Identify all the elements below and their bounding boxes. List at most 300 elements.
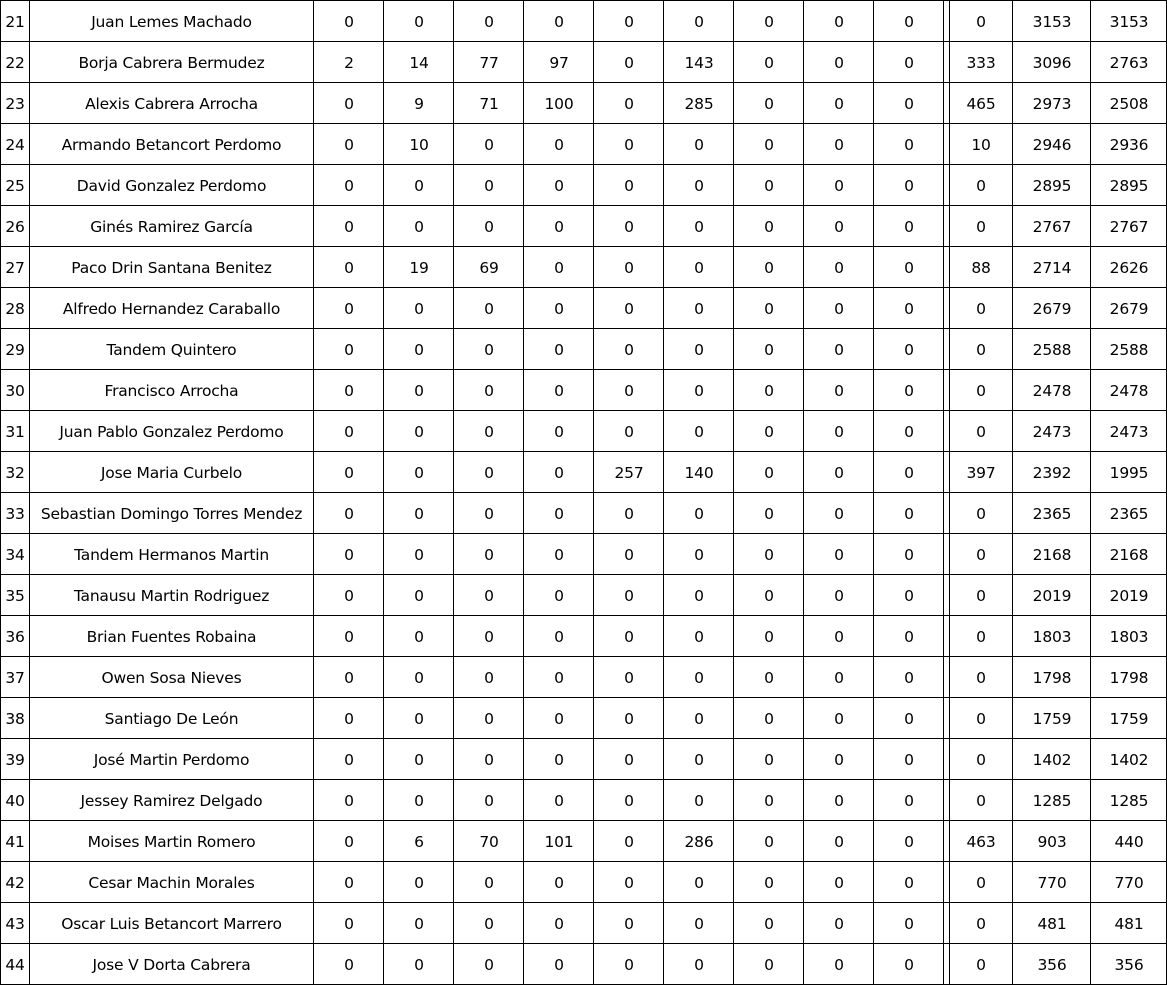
score-cell-6: 0 (694, 914, 704, 933)
score-cell-5: 0 (624, 873, 634, 892)
score-cell-3: 0 (484, 299, 494, 318)
table-row (0, 370, 1167, 411)
score-cell-1: 0 (344, 955, 354, 974)
score-cell-4: 0 (554, 12, 564, 31)
total-cell: 2392 (1032, 463, 1072, 482)
score-cell-7: 0 (764, 750, 774, 769)
net-total-cell: 481 (1114, 914, 1144, 933)
score-cell-8: 0 (834, 750, 844, 769)
score-cell-5: 0 (624, 176, 634, 195)
net-total-cell: 2679 (1109, 299, 1149, 318)
position-cell: 30 (5, 381, 25, 400)
row-divider (0, 328, 1167, 329)
position-cell: 34 (5, 545, 25, 564)
score-cell-7: 0 (764, 586, 774, 605)
position-cell: 32 (5, 463, 25, 482)
net-total-cell: 2019 (1109, 586, 1149, 605)
score-cell-5: 0 (624, 586, 634, 605)
row-divider (0, 164, 1167, 165)
score-cell-6: 0 (694, 627, 704, 646)
penalty-cell: 0 (976, 791, 986, 810)
score-cell-9: 0 (904, 381, 914, 400)
score-cell-6: 0 (694, 422, 704, 441)
column-divider (663, 0, 664, 985)
score-cell-1: 0 (344, 94, 354, 113)
penalty-cell: 0 (976, 955, 986, 974)
score-cell-8: 0 (834, 94, 844, 113)
table-row (0, 903, 1167, 944)
total-cell: 2714 (1032, 258, 1072, 277)
position-cell: 21 (5, 12, 25, 31)
score-cell-8: 0 (834, 12, 844, 31)
score-cell-5: 0 (624, 504, 634, 523)
row-divider (0, 123, 1167, 124)
score-cell-8: 0 (834, 504, 844, 523)
score-cell-2: 9 (414, 94, 424, 113)
table-row (0, 165, 1167, 206)
score-cell-1: 0 (344, 832, 354, 851)
score-cell-5: 0 (624, 709, 634, 728)
net-total-cell: 2365 (1109, 504, 1149, 523)
penalty-cell: 0 (976, 668, 986, 687)
net-total-cell: 1285 (1109, 791, 1149, 810)
score-cell-6: 0 (694, 12, 704, 31)
row-divider (0, 779, 1167, 780)
column-divider (523, 0, 524, 985)
score-cell-9: 0 (904, 791, 914, 810)
score-cell-7: 0 (764, 832, 774, 851)
net-total-cell: 2936 (1109, 135, 1149, 154)
row-divider (0, 0, 1167, 1)
net-total-cell: 2508 (1109, 94, 1149, 113)
total-cell: 2973 (1032, 94, 1072, 113)
penalty-cell: 0 (976, 750, 986, 769)
net-total-cell: 1803 (1109, 627, 1149, 646)
score-cell-3: 77 (479, 53, 499, 72)
penalty-cell: 0 (976, 12, 986, 31)
total-cell: 2478 (1032, 381, 1072, 400)
score-cell-6: 0 (694, 135, 704, 154)
score-cell-8: 0 (834, 668, 844, 687)
score-cell-7: 0 (764, 955, 774, 974)
table-row (0, 739, 1167, 780)
row-divider (0, 41, 1167, 42)
score-cell-2: 0 (414, 381, 424, 400)
score-cell-4: 0 (554, 135, 564, 154)
score-cell-7: 0 (764, 340, 774, 359)
score-cell-8: 0 (834, 586, 844, 605)
score-cell-3: 71 (479, 94, 499, 113)
score-cell-6: 0 (694, 340, 704, 359)
score-cell-2: 0 (414, 340, 424, 359)
table-row (0, 821, 1167, 862)
row-divider (0, 205, 1167, 206)
penalty-cell: 0 (976, 545, 986, 564)
column-divider (1090, 0, 1091, 985)
position-cell: 29 (5, 340, 25, 359)
score-cell-1: 0 (344, 299, 354, 318)
score-cell-6: 0 (694, 709, 704, 728)
score-cell-7: 0 (764, 53, 774, 72)
table-row (0, 616, 1167, 657)
score-cell-9: 0 (904, 53, 914, 72)
name-cell: José Martin Perdomo (93, 750, 250, 769)
name-cell: Tandem Quintero (106, 340, 237, 359)
score-cell-7: 0 (764, 545, 774, 564)
score-cell-8: 0 (834, 176, 844, 195)
score-cell-7: 0 (764, 12, 774, 31)
total-cell: 2168 (1032, 545, 1072, 564)
net-total-cell: 2588 (1109, 340, 1149, 359)
score-cell-1: 0 (344, 463, 354, 482)
net-total-cell: 1798 (1109, 668, 1149, 687)
penalty-cell: 0 (976, 627, 986, 646)
row-divider (0, 410, 1167, 411)
score-cell-7: 0 (764, 914, 774, 933)
row-divider (0, 246, 1167, 247)
score-cell-6: 0 (694, 217, 704, 236)
score-cell-9: 0 (904, 545, 914, 564)
score-cell-4: 0 (554, 340, 564, 359)
table-row (0, 247, 1167, 288)
penalty-cell: 88 (971, 258, 991, 277)
score-cell-3: 0 (484, 340, 494, 359)
score-cell-5: 0 (624, 258, 634, 277)
score-cell-2: 6 (414, 832, 424, 851)
net-total-cell: 2473 (1109, 422, 1149, 441)
score-cell-4: 0 (554, 750, 564, 769)
score-cell-5: 0 (624, 94, 634, 113)
row-divider (0, 738, 1167, 739)
score-cell-6: 0 (694, 258, 704, 277)
score-cell-8: 0 (834, 422, 844, 441)
name-cell: Alexis Cabrera Arrocha (85, 94, 258, 113)
score-cell-1: 0 (344, 627, 354, 646)
score-cell-9: 0 (904, 914, 914, 933)
row-divider (0, 656, 1167, 657)
score-cell-3: 0 (484, 709, 494, 728)
score-cell-7: 0 (764, 504, 774, 523)
score-cell-1: 0 (344, 791, 354, 810)
total-cell: 2588 (1032, 340, 1072, 359)
name-cell: Juan Pablo Gonzalez Perdomo (59, 422, 284, 441)
score-cell-3: 0 (484, 586, 494, 605)
position-cell: 25 (5, 176, 25, 195)
score-cell-9: 0 (904, 217, 914, 236)
score-cell-2: 0 (414, 545, 424, 564)
penalty-cell: 0 (976, 914, 986, 933)
net-total-cell: 356 (1114, 955, 1144, 974)
score-cell-8: 0 (834, 832, 844, 851)
table-row (0, 329, 1167, 370)
score-cell-5: 0 (624, 627, 634, 646)
name-cell: Brian Fuentes Robaina (86, 627, 257, 646)
score-cell-9: 0 (904, 12, 914, 31)
score-cell-7: 0 (764, 135, 774, 154)
position-cell: 43 (5, 914, 25, 933)
position-cell: 39 (5, 750, 25, 769)
score-cell-5: 0 (624, 668, 634, 687)
score-cell-8: 0 (834, 463, 844, 482)
score-cell-1: 0 (344, 422, 354, 441)
position-cell: 33 (5, 504, 25, 523)
score-cell-1: 0 (344, 709, 354, 728)
score-cell-4: 0 (554, 545, 564, 564)
score-cell-9: 0 (904, 627, 914, 646)
score-cell-2: 19 (409, 258, 429, 277)
score-cell-6: 0 (694, 299, 704, 318)
score-cell-5: 0 (624, 217, 634, 236)
score-cell-7: 0 (764, 299, 774, 318)
score-cell-3: 0 (484, 545, 494, 564)
score-cell-1: 0 (344, 873, 354, 892)
total-cell: 3153 (1032, 12, 1072, 31)
table-row (0, 493, 1167, 534)
row-divider (0, 451, 1167, 452)
score-cell-8: 0 (834, 340, 844, 359)
score-cell-4: 0 (554, 463, 564, 482)
score-cell-1: 2 (344, 53, 354, 72)
score-cell-2: 0 (414, 709, 424, 728)
column-divider (383, 0, 384, 985)
score-cell-7: 0 (764, 94, 774, 113)
position-cell: 27 (5, 258, 25, 277)
penalty-cell: 0 (976, 709, 986, 728)
score-cell-8: 0 (834, 791, 844, 810)
name-cell: Armando Betancort Perdomo (61, 135, 282, 154)
score-cell-2: 0 (414, 955, 424, 974)
score-cell-2: 0 (414, 299, 424, 318)
score-cell-3: 0 (484, 217, 494, 236)
score-cell-5: 0 (624, 340, 634, 359)
penalty-cell: 465 (966, 94, 996, 113)
score-cell-7: 0 (764, 668, 774, 687)
table-row (0, 42, 1167, 83)
score-cell-5: 0 (624, 422, 634, 441)
position-cell: 40 (5, 791, 25, 810)
total-cell: 2946 (1032, 135, 1072, 154)
position-cell: 44 (5, 955, 25, 974)
score-cell-7: 0 (764, 422, 774, 441)
score-cell-6: 0 (694, 750, 704, 769)
net-total-cell: 2767 (1109, 217, 1149, 236)
net-total-cell: 2895 (1109, 176, 1149, 195)
score-cell-2: 14 (409, 53, 429, 72)
score-cell-2: 10 (409, 135, 429, 154)
score-cell-2: 0 (414, 504, 424, 523)
score-cell-3: 0 (484, 12, 494, 31)
position-cell: 38 (5, 709, 25, 728)
score-cell-9: 0 (904, 135, 914, 154)
score-cell-3: 0 (484, 627, 494, 646)
name-cell: Tanausu Martin Rodriguez (73, 586, 270, 605)
penalty-cell: 0 (976, 217, 986, 236)
total-cell: 2473 (1032, 422, 1072, 441)
score-cell-8: 0 (834, 258, 844, 277)
score-cell-6: 0 (694, 873, 704, 892)
table-row (0, 780, 1167, 821)
score-cell-7: 0 (764, 627, 774, 646)
score-cell-9: 0 (904, 299, 914, 318)
score-cell-8: 0 (834, 135, 844, 154)
score-cell-7: 0 (764, 258, 774, 277)
name-cell: Jessey Ramirez Delgado (80, 791, 263, 810)
score-cell-5: 0 (624, 545, 634, 564)
column-divider (733, 0, 734, 985)
position-cell: 23 (5, 94, 25, 113)
row-divider (0, 697, 1167, 698)
table-row (0, 206, 1167, 247)
name-cell: Sebastian Domingo Torres Mendez (40, 504, 303, 523)
score-cell-6: 285 (684, 94, 714, 113)
total-cell: 356 (1037, 955, 1067, 974)
net-total-cell: 1995 (1109, 463, 1149, 482)
total-cell: 481 (1037, 914, 1067, 933)
score-cell-8: 0 (834, 955, 844, 974)
score-cell-5: 0 (624, 832, 634, 851)
score-cell-6: 0 (694, 176, 704, 195)
score-cell-4: 100 (544, 94, 574, 113)
row-divider (0, 287, 1167, 288)
score-cell-9: 0 (904, 463, 914, 482)
name-cell: Owen Sosa Nieves (101, 668, 242, 687)
score-cell-3: 0 (484, 873, 494, 892)
score-cell-1: 0 (344, 340, 354, 359)
score-cell-3: 0 (484, 381, 494, 400)
score-cell-3: 0 (484, 176, 494, 195)
score-cell-1: 0 (344, 668, 354, 687)
score-cell-8: 0 (834, 627, 844, 646)
position-cell: 22 (5, 53, 25, 72)
table-row (0, 411, 1167, 452)
score-cell-4: 0 (554, 422, 564, 441)
row-divider (0, 820, 1167, 821)
score-cell-2: 0 (414, 176, 424, 195)
score-cell-1: 0 (344, 545, 354, 564)
name-cell: Jose V Dorta Cabrera (92, 955, 251, 974)
name-cell: Oscar Luis Betancort Marrero (61, 914, 282, 933)
penalty-cell: 0 (976, 176, 986, 195)
penalty-cell: 463 (966, 832, 996, 851)
score-cell-8: 0 (834, 914, 844, 933)
score-cell-3: 0 (484, 914, 494, 933)
score-cell-2: 0 (414, 668, 424, 687)
penalty-cell: 0 (976, 504, 986, 523)
column-divider (873, 0, 874, 985)
penalty-cell: 0 (976, 381, 986, 400)
score-cell-9: 0 (904, 504, 914, 523)
score-cell-1: 0 (344, 504, 354, 523)
penalty-cell: 333 (966, 53, 996, 72)
penalty-cell: 0 (976, 340, 986, 359)
position-cell: 36 (5, 627, 25, 646)
total-cell: 1798 (1032, 668, 1072, 687)
score-cell-8: 0 (834, 299, 844, 318)
name-cell: Paco Drin Santana Benitez (71, 258, 272, 277)
row-divider (0, 943, 1167, 944)
score-cell-8: 0 (834, 53, 844, 72)
row-divider (0, 615, 1167, 616)
name-cell: Cesar Machin Morales (88, 873, 255, 892)
score-cell-8: 0 (834, 873, 844, 892)
score-cell-2: 0 (414, 791, 424, 810)
score-cell-9: 0 (904, 668, 914, 687)
score-cell-4: 0 (554, 586, 564, 605)
column-divider (313, 0, 314, 985)
score-cell-1: 0 (344, 750, 354, 769)
column-divider (943, 0, 944, 985)
score-cell-1: 0 (344, 914, 354, 933)
position-cell: 37 (5, 668, 25, 687)
score-cell-6: 0 (694, 791, 704, 810)
score-cell-4: 0 (554, 709, 564, 728)
name-cell: Ginés Ramirez García (90, 217, 253, 236)
score-cell-3: 0 (484, 668, 494, 687)
score-cell-6: 0 (694, 545, 704, 564)
total-cell: 2767 (1032, 217, 1072, 236)
score-cell-9: 0 (904, 709, 914, 728)
score-cell-8: 0 (834, 545, 844, 564)
score-cell-3: 0 (484, 504, 494, 523)
score-cell-3: 0 (484, 750, 494, 769)
column-divider (1012, 0, 1013, 985)
score-cell-7: 0 (764, 709, 774, 728)
score-cell-6: 0 (694, 504, 704, 523)
table-row (0, 83, 1167, 124)
table-row (0, 657, 1167, 698)
column-divider (949, 0, 950, 985)
penalty-cell: 0 (976, 873, 986, 892)
penalty-cell: 397 (966, 463, 996, 482)
score-cell-5: 0 (624, 12, 634, 31)
total-cell: 903 (1037, 832, 1067, 851)
total-cell: 770 (1037, 873, 1067, 892)
score-cell-4: 0 (554, 176, 564, 195)
score-cell-4: 0 (554, 668, 564, 687)
score-cell-3: 0 (484, 422, 494, 441)
score-cell-4: 0 (554, 217, 564, 236)
score-cell-2: 0 (414, 873, 424, 892)
score-cell-4: 0 (554, 258, 564, 277)
net-total-cell: 1759 (1109, 709, 1149, 728)
table-row (0, 452, 1167, 493)
score-cell-6: 0 (694, 586, 704, 605)
name-cell: Moises Martin Romero (87, 832, 256, 851)
score-cell-4: 0 (554, 873, 564, 892)
position-cell: 24 (5, 135, 25, 154)
name-cell: Alfredo Hernandez Caraballo (62, 299, 281, 318)
total-cell: 1402 (1032, 750, 1072, 769)
score-cell-1: 0 (344, 258, 354, 277)
table-row (0, 862, 1167, 903)
score-cell-9: 0 (904, 832, 914, 851)
score-cell-6: 143 (684, 53, 714, 72)
row-divider (0, 82, 1167, 83)
score-cell-7: 0 (764, 381, 774, 400)
score-cell-2: 0 (414, 463, 424, 482)
net-total-cell: 2763 (1109, 53, 1149, 72)
net-total-cell: 1402 (1109, 750, 1149, 769)
score-cell-9: 0 (904, 340, 914, 359)
score-cell-9: 0 (904, 586, 914, 605)
score-cell-4: 0 (554, 299, 564, 318)
name-cell: David Gonzalez Perdomo (76, 176, 267, 195)
score-cell-4: 0 (554, 504, 564, 523)
score-cell-2: 0 (414, 627, 424, 646)
score-cell-7: 0 (764, 791, 774, 810)
score-cell-4: 0 (554, 627, 564, 646)
row-divider (0, 574, 1167, 575)
